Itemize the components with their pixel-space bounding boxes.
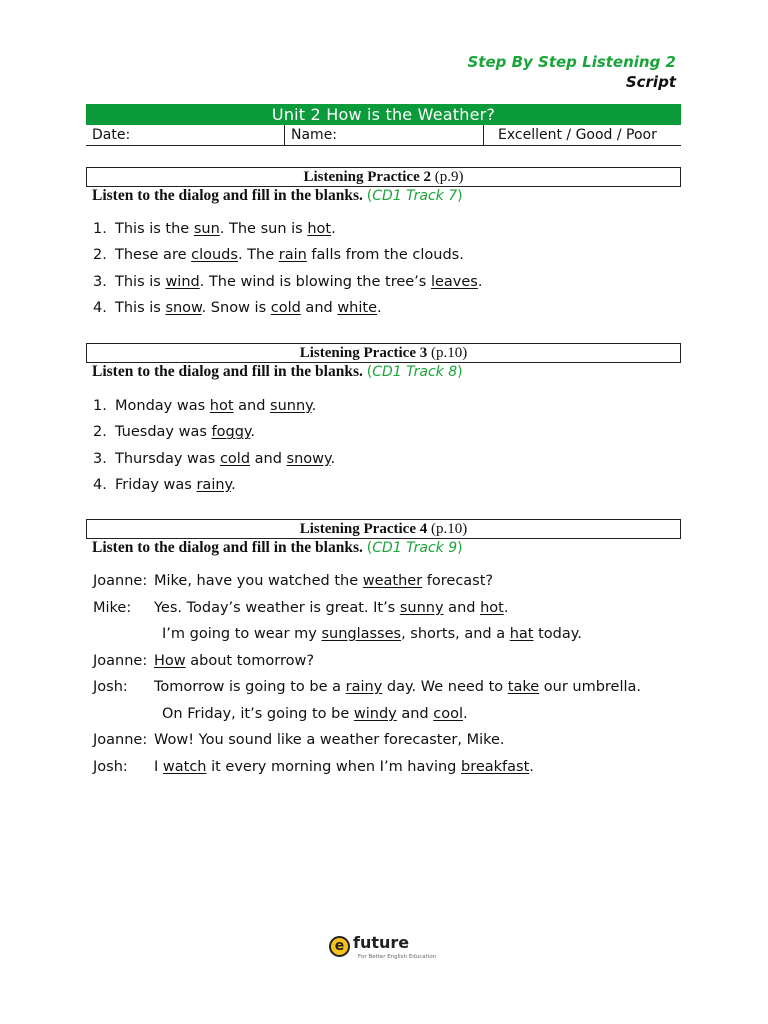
dialog-line [93,568,641,595]
item-text: Tuesday was foggy. [115,424,256,441]
answer-blank: cold [270,299,301,316]
answer-blank: rainy [196,476,232,493]
answer-blank: hot [209,398,234,414]
list-item [93,393,335,419]
answer-blank: rain [278,247,307,264]
dialog-line [93,701,641,728]
answer-blank: sunglasses [321,626,402,642]
answer-blank: sun [193,221,220,237]
answer-blank: hot [307,221,332,237]
answer-blank: white [337,299,378,316]
section-title-box [86,343,681,363]
section-title: Listening Practice 3 [299,345,428,361]
dialog-line [93,754,641,781]
speaker: Mike: [93,599,132,616]
unit-header-table [86,104,681,146]
answer-blank: hot [480,599,504,616]
item-list [93,393,335,498]
list-item [93,295,482,321]
item-text: Thursday was cold and snowy. [115,450,336,467]
section-title-box [86,519,681,539]
item-number: 3. [93,450,107,467]
dialog-line [93,648,641,675]
answer-blank: windy [353,705,397,722]
section-page: (p.10) [430,521,468,537]
section-practice-3 [86,343,681,381]
answer-blank: leaves [430,273,478,290]
dialog-text: I watch it every morning when I’m having breakfast. [154,758,534,775]
answer-blank: How [154,652,186,669]
speaker: Joanne: [93,732,148,748]
track-label: CD1 Track 9 [372,540,458,556]
answer-blank: sunny [270,398,312,414]
item-number: 3. [93,273,107,290]
item-number: 4. [93,299,107,316]
dialog-text: Tomorrow is going to be a rainy day. We need to take our umbrella. [154,679,642,695]
list-item [93,269,482,295]
item-text: This is snow. Snow is cold and white. [115,299,382,316]
section-title: Listening Practice 4 [299,521,428,537]
date-field[interactable]: Date: [86,125,285,145]
item-number: 2. [93,424,107,441]
section-practice-2 [86,167,681,205]
section-practice-4 [86,519,681,557]
answer-blank: cool [433,705,463,722]
instruction: Listen to the dialog and fill in the blanks. (CD1 Track 8) [92,363,463,380]
dialog-text: Yes. Today’s weather is great. It’s sunny and hot. [154,599,509,616]
list-item [93,419,335,445]
dialog-line [93,674,641,701]
logo-tagline: For Better English Education [358,954,437,960]
instruction-text: Listen to the dialog and fill in the blanks. [92,187,363,204]
item-text: Monday was hot and sunny. [115,398,317,414]
answer-blank: snowy [286,450,331,467]
section-title: Listening Practice 2 [303,169,431,185]
dialog-text: How about tomorrow? [154,652,315,669]
speaker: Josh: [93,679,128,695]
item-number: 4. [93,476,107,493]
item-text: Friday was rainy. [115,476,236,493]
answer-blank: breakfast [461,758,530,775]
logo-mark: e [329,936,350,957]
answer-blank: snow [165,299,202,316]
series-title: Step By Step Listening 2 [467,53,676,71]
dialog-text: On Friday, it’s going to be windy and cool. [162,705,468,722]
item-number: 1. [93,221,107,237]
logo-word: future [353,933,410,952]
item-text: This is wind. The wind is blowing the tree’s leaves. [115,273,483,290]
dialog [93,568,641,780]
answer-blank: hat [509,626,534,642]
efuture-logo [329,933,449,966]
answer-blank: watch [162,758,207,775]
track-label: CD1 Track 7 [372,188,458,204]
dialog-line [93,595,641,622]
unit-title: Unit 2 How is the Weather? [86,104,681,125]
speaker: Joanne: [93,652,148,669]
dialog-text: I’m going to wear my sunglasses, shorts, and a hat today. [162,626,582,642]
instruction: Listen to the dialog and fill in the blanks. (CD1 Track 9) [92,539,463,556]
answer-blank: cold [219,450,251,467]
speaker: Joanne: [93,573,148,589]
dialog-line [93,621,641,648]
list-item [93,446,335,472]
answer-blank: sunny [399,599,444,616]
section-page: (p.10) [430,345,468,361]
instruction-text: Listen to the dialog and fill in the blanks. [92,539,363,556]
section-title-box [86,167,681,187]
item-text: These are clouds. The rain falls from the clouds. [115,247,464,264]
answer-blank: wind [165,273,200,290]
answer-blank: rainy [345,679,383,695]
instruction: Listen to the dialog and fill in the blanks. (CD1 Track 7) [92,187,463,204]
answer-blank: foggy [211,424,251,441]
instruction-text: Listen to the dialog and fill in the blanks. [92,363,363,380]
speaker: Josh: [93,758,128,775]
list-item [93,472,335,498]
rating-field[interactable]: Excellent / Good / Poor [498,127,657,143]
item-text: This is the sun. The sun is hot. [115,221,336,237]
item-number: 1. [93,398,107,414]
item-number: 2. [93,247,107,264]
dialog-text: Mike, have you watched the weather forecast? [154,573,494,589]
script-label: Script [625,73,676,91]
dialog-line [93,727,641,754]
track-label: CD1 Track 8 [372,364,458,380]
list-item [93,216,482,242]
section-page: (p.9) [434,169,464,185]
answer-blank: take [507,679,540,695]
list-item [93,242,482,268]
item-list [93,216,482,321]
name-field[interactable]: Name: [285,125,484,145]
unit-info-row [86,125,681,146]
answer-blank: clouds [191,247,238,264]
answer-blank: weather [362,573,423,589]
dialog-text: Wow! You sound like a weather forecaster, Mike. [154,732,505,748]
